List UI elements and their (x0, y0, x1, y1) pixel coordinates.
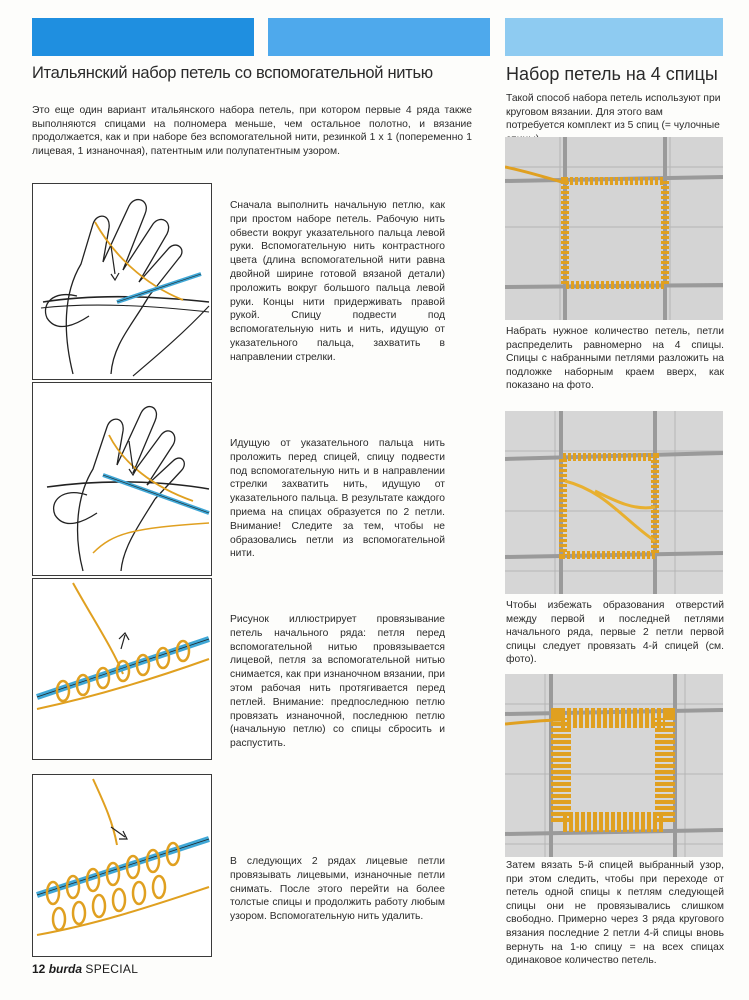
photo-3-caption: Затем вязать 5-й спицей выбранный узор, при этом следить, чтобы при переходе от петель одной спицы к петлям следующей спицы они не провязывались слишком свободно. Примерно через 3 ряда кругового вязания последние 2 петли 4-й спицы вновь вернуть на 1-ю спицу = на всех спицах одинаковое количество петель. (506, 860, 724, 967)
step-1-hand-illustration (32, 183, 212, 380)
brand-logo-text: burda (48, 962, 83, 976)
header-color-bar-3 (505, 18, 723, 56)
photo-closing-the-round (505, 411, 723, 594)
header-color-bar-2 (268, 18, 490, 56)
step-2-text: Идущую от указательного пальца нить проложить перед спицей, спицу подвести под вспомогательную нить и в направлении стрелки захватить нить, идущую от указательного пальца. В результате каждого приема на спицах образуется по 2 петли. Внимание! Следите за тем, чтобы не образовались петли из вспомогательной нити. (230, 438, 445, 560)
page-footer (32, 962, 138, 976)
photo-2-caption: Чтобы избежать образования отверстий между первой и последней петлями начального ряда, первые 2 петли первой спицы следует провязать 4-й спицей (см. фото). (506, 600, 724, 666)
four-needles-square-photo-1 (505, 137, 723, 320)
right-intro-paragraph: Такой способ набора петель используют при круговом вязании. Для этого вам потребуется комплект из 5 спиц (= чулочные (506, 93, 721, 132)
step-4-stitch-illustration (32, 774, 212, 957)
four-needles-square-photo-3 (505, 674, 723, 857)
knitting-stitch-drawing-2 (33, 775, 211, 956)
left-section-title: Итальянский набор петель со вспомогательной нитью (32, 64, 433, 82)
left-intro-paragraph: Это еще один вариант итальянского набора петель, при котором первые 4 ряда также выполняются спицами на полномера меньше, чем остальное полотно, и вязание продолжается, как и при наборе без вспомогательной нити, резинкой 1 x 1 (попеременно 1 лицевая, 1 изнаночная), патентным или полупатентным узором. (32, 105, 472, 157)
knitting-stitch-drawing-1 (33, 579, 211, 759)
brand-special-text: SPECIAL (85, 962, 139, 976)
page-number: 12 (32, 962, 46, 976)
photo-knitting-in-the-round (505, 674, 723, 857)
step-3-stitch-illustration (32, 578, 212, 760)
step-1-text: Сначала выполнить начальную петлю, как при простом наборе петель. Рабочую нить обвести вокруг указательного пальца левой руки. Вспомогательную нить контрастного цвета (длина вспомогательной нити равна двойной ширине готовой вязаной детали) проложить вокруг большого пальца левой руки. Концы нити придерживать правой рукой. Спицу подвести под вспомогательную нить и нить, идущую от указательного пальца, захватить в направлении стрелки. (230, 200, 445, 363)
step-2-hand-illustration (32, 382, 212, 576)
four-needles-square-photo-2 (505, 411, 723, 594)
hand-cast-on-drawing-2 (33, 383, 211, 575)
step-3-text: Рисунок иллюстрирует провязывание петель начального ряда: петля перед вспомогательной нитью провязывается лицевой, петля за вспомогательной нитью снимается, как при изнаночном вязании, при этом рабочая нить протягивается перед петлей. Внимание: предпоследнюю петлю провязать изнаночной, последнюю петлю (начальную петлю) со спицы сбросить и распустить. (230, 614, 445, 750)
header-color-bar-1 (32, 18, 254, 56)
photo-four-needles-cast-on (505, 137, 723, 320)
step-4-text: В следующих 2 рядах лицевые петли провязывать лицевыми, изнаночные петли снимать. После этого перейти на более толстые спицы и продолжить работу любым узором. Вспомогательную нить удалить. (230, 856, 445, 923)
right-section-title: Набор петель на 4 спицы (506, 64, 718, 84)
hand-cast-on-drawing-1 (33, 184, 211, 379)
photo-1-caption: Набрать нужное количество петель, петли распределить равномерно на 4 спицы. Спицы с набранными петлями разложить на подложке наборным краем вверх, как показано на фото. (506, 326, 724, 392)
